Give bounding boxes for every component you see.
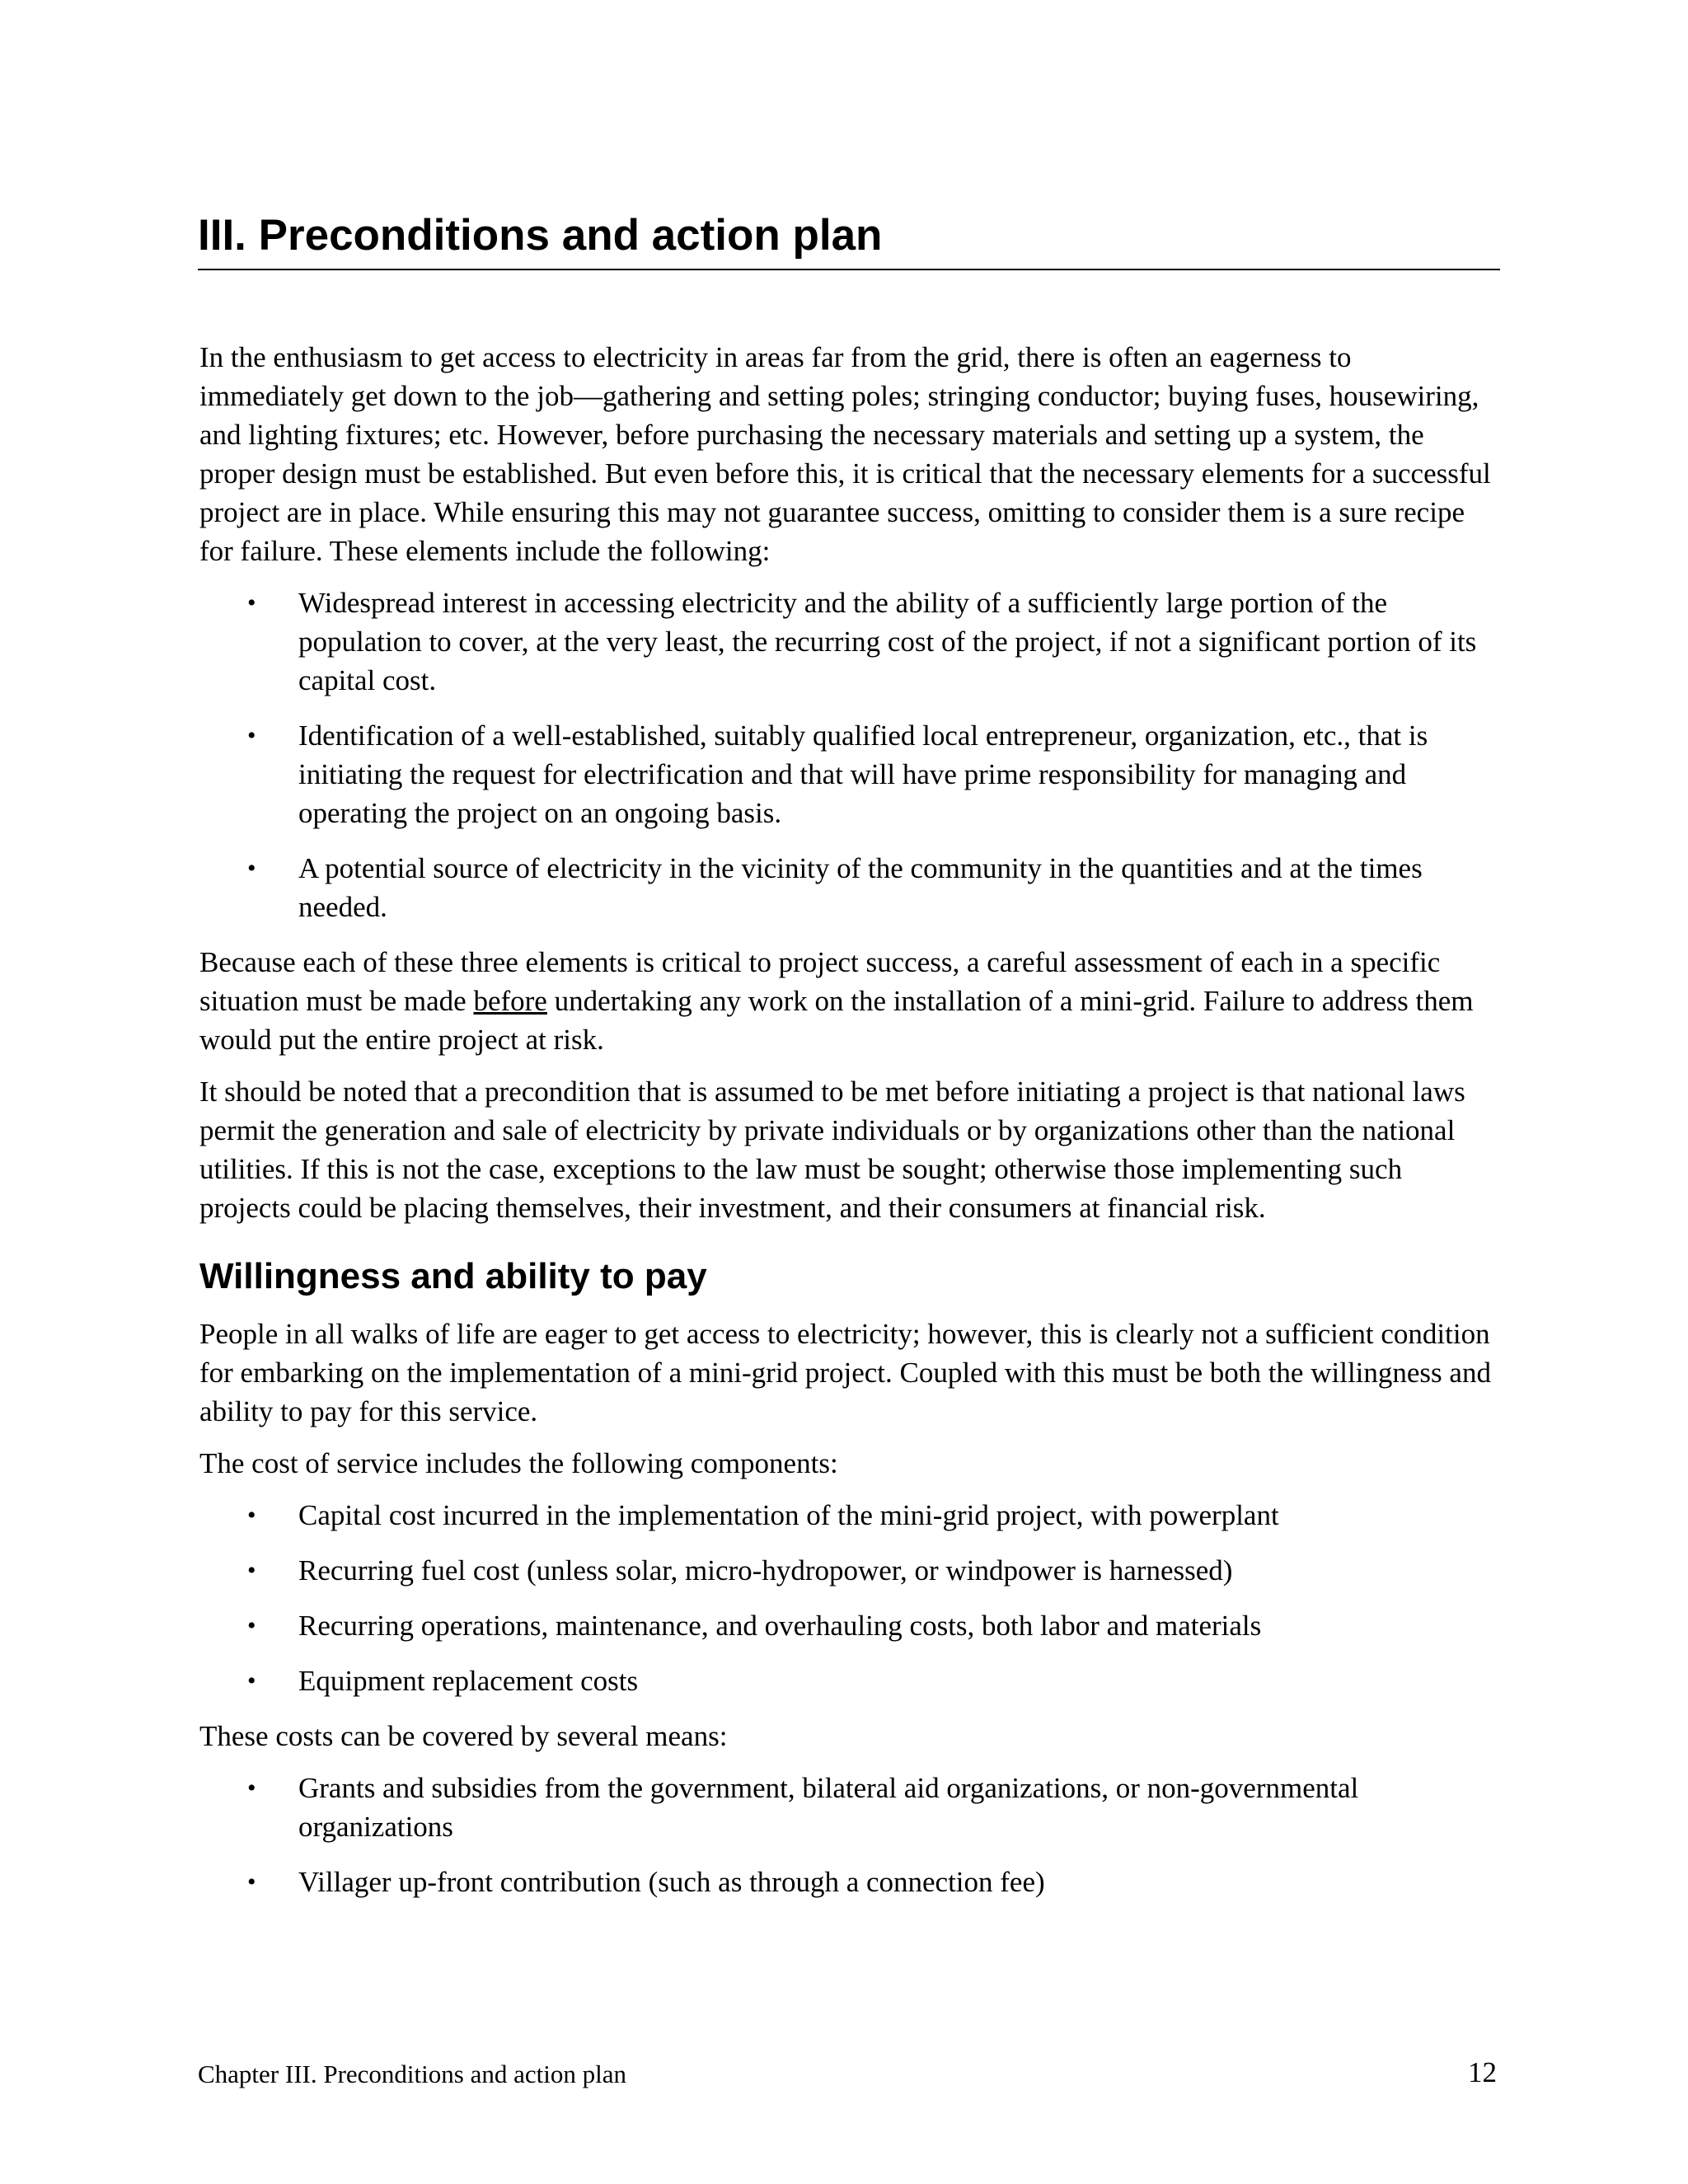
list-item: • Equipment replacement costs — [199, 1661, 1493, 1700]
means-list — [199, 1769, 1493, 1901]
assessment-paragraph: Because each of these three elements is critical to project success, a careful assessment of each in a specific situation must be made before undertaking any work on the installation of a mini-grid. Failure to address them would put the entire project at risk. — [199, 946, 1474, 1056]
list-item: • Grants and subsidies from the government, bilateral aid organizations, or non-governmental organizations — [199, 1769, 1493, 1846]
cost-intro: The cost of service includes the following components: — [199, 1447, 838, 1479]
list-item: • A potential source of electricity in the vicinity of the community in the quantities and at the times needed. — [199, 849, 1493, 926]
list-item: • Capital cost incurred in the implementation of the mini-grid project, with powerplant — [199, 1496, 1493, 1535]
list-item: • Recurring operations, maintenance, and overhauling costs, both labor and materials — [199, 1606, 1493, 1645]
bullet-icon: • — [247, 1502, 256, 1529]
document-page — [198, 0, 1500, 2184]
page-number: 12 — [1468, 2056, 1497, 2088]
list-item: • Identification of a well-established, suitably qualified local entrepreneur, organization, etc., that is initiating the request for electrification and that will have prime responsibility for managing and operating the project on an ongoing basis. — [199, 716, 1493, 832]
bullet-icon: • — [247, 722, 256, 749]
bullet-icon: • — [247, 589, 256, 616]
willingness-paragraph: People in all walks of life are eager to get access to electricity; however, this is clearly not a sufficient condition for embarking on the implementation of a mini-grid project. Coupled with this must be both the willingness and ability to pay for this service. — [199, 1318, 1491, 1427]
means-intro: These costs can be covered by several means: — [199, 1720, 728, 1752]
bullet-icon: • — [247, 1612, 256, 1639]
page-content — [199, 338, 1493, 1918]
bullet-icon: • — [247, 1557, 256, 1584]
elements-list — [199, 583, 1493, 926]
list-item: • Widespread interest in accessing electricity and the ability of a sufficiently large portion of the population to cover, at the very least, the recurring cost of the project, if not a significant portion of its capital cost. — [199, 583, 1493, 700]
list-item: • Recurring fuel cost (unless solar, micro-hydropower, or windpower is harnessed) — [199, 1551, 1493, 1590]
bullet-icon: • — [247, 1774, 256, 1802]
bullet-icon: • — [247, 855, 256, 882]
chapter-title: III. Preconditions and action plan — [198, 206, 1500, 270]
footer-chapter-label: Chapter III. Preconditions and action plan — [198, 2060, 626, 2088]
laws-paragraph: It should be noted that a precondition that is assumed to be met before initiating a project is that national laws permit the generation and sale of electricity by private individuals or by organizations other than the national utilities. If this is not the case, exceptions to the law must be sought; otherwise those implementing such projects could be placing themselves, their investment, and their consumers at financial risk. — [199, 1076, 1465, 1224]
underlined-before: before — [473, 985, 547, 1017]
section-heading: Willingness and ability to pay — [199, 1256, 707, 1296]
intro-paragraph: In the enthusiasm to get access to electricity in areas far from the grid, there is often an eagerness to immediately get down to the job—gathering and setting poles; stringing conductor; buying fuses, housewiring, and lighting fixtures; etc. However, before purchasing the necessary materials and setting up a system, the proper design must be established. But even before this, it is critical that the necessary elements for a successful project are in place. While ensuring this may not guarantee success, omitting to consider them is a sure recipe for failure. These elements include the following: — [199, 341, 1491, 567]
cost-components-list — [199, 1496, 1493, 1700]
bullet-icon: • — [247, 1667, 256, 1694]
bullet-icon: • — [247, 1868, 256, 1896]
list-item: • Villager up-front contribution (such as through a connection fee) — [199, 1863, 1493, 1901]
